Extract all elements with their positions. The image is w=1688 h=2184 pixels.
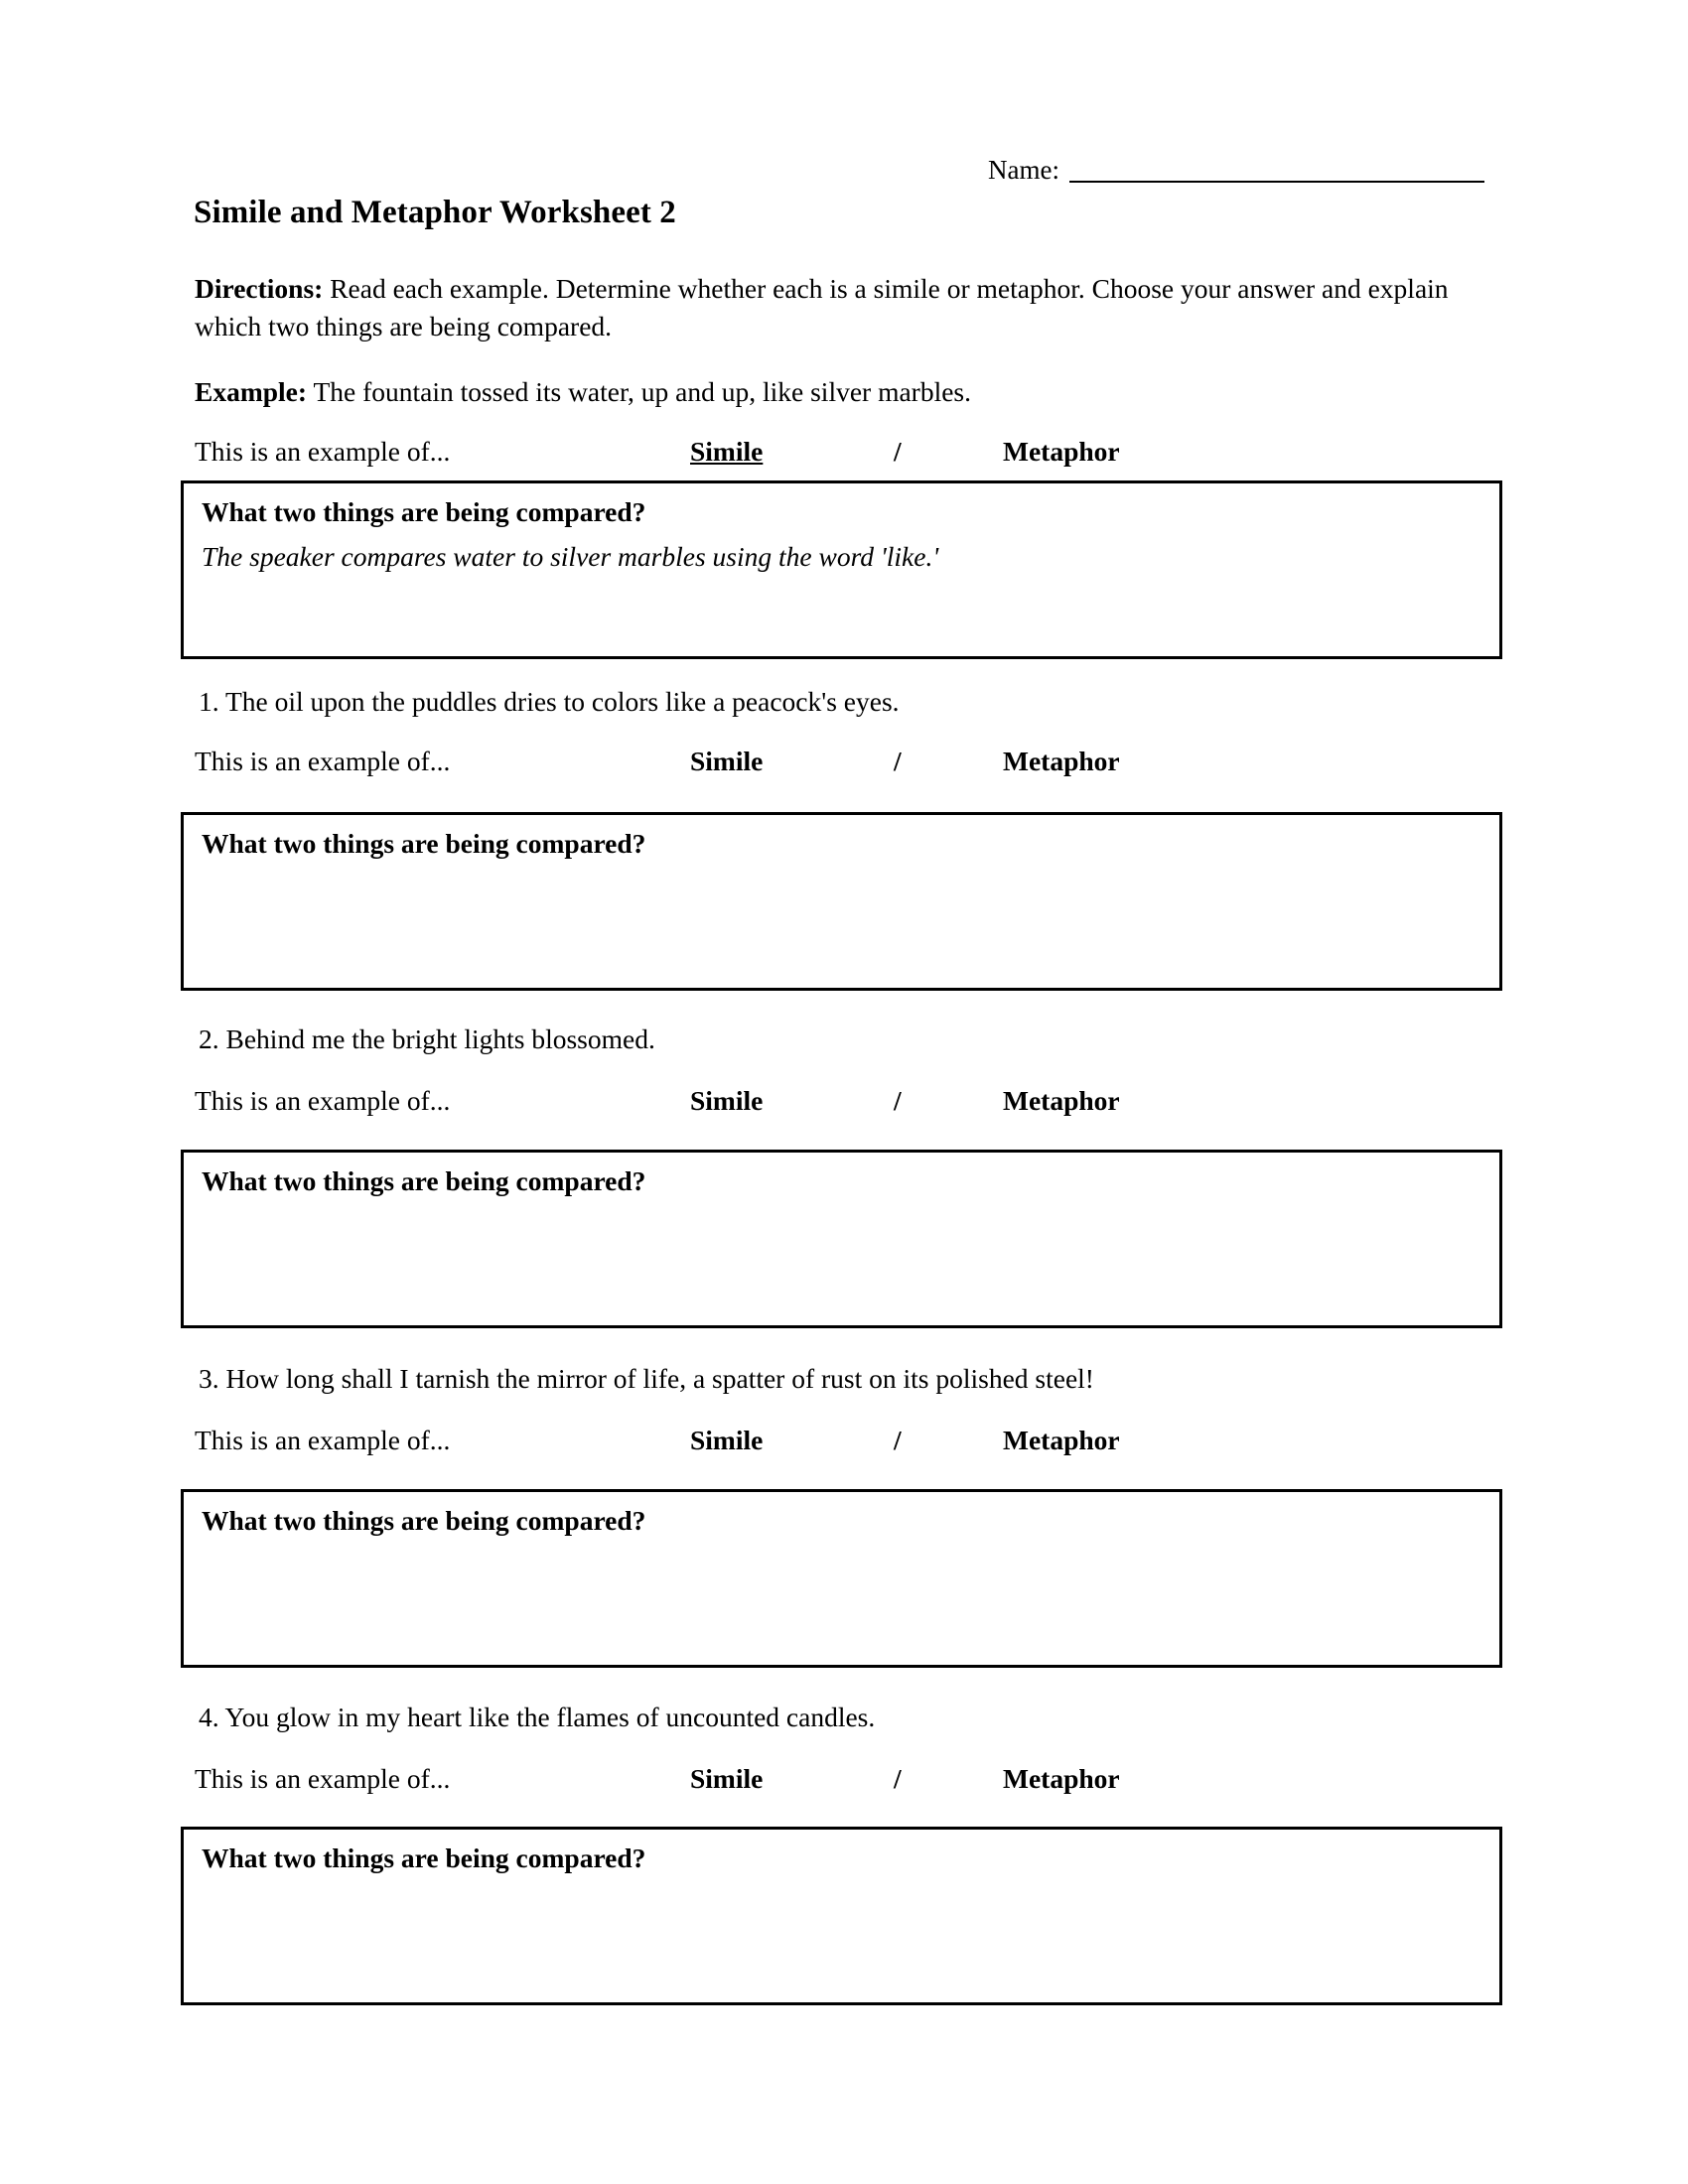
example-answer-text: The speaker compares water to silver marbles using the word 'like.' <box>202 541 939 572</box>
option-simile[interactable]: Simile <box>690 1425 764 1455</box>
question-number-4: 4. <box>199 1702 219 1732</box>
choice-stem: This is an example of... <box>195 1763 451 1794</box>
option-simile[interactable]: Simile <box>690 746 764 776</box>
choice-stem: This is an example of... <box>195 746 451 776</box>
option-separator: / <box>894 746 902 776</box>
choice-stem: This is an example of... <box>195 1425 451 1455</box>
answer-box-question: What two things are being compared? <box>202 1505 646 1536</box>
question-number-1: 1. <box>199 686 219 717</box>
question-prompt-3 <box>199 1362 1094 1395</box>
name-write-line[interactable] <box>1069 181 1484 183</box>
example-label: Example: <box>195 376 308 407</box>
option-separator: / <box>894 436 902 467</box>
question-prompt-4 <box>199 1701 875 1733</box>
question-text-4: You glow in my heart like the flames of uncounted candles. <box>218 1702 876 1732</box>
question-prompt-1 <box>199 685 900 718</box>
question-number-2: 2. <box>199 1024 219 1054</box>
name-label: Name: <box>988 155 1059 185</box>
question-text-1: The oil upon the puddles dries to colors like a peacock's eyes. <box>218 686 900 717</box>
directions-label: Directions: <box>195 273 324 304</box>
option-metaphor[interactable]: Metaphor <box>1003 436 1120 467</box>
choice-stem: This is an example of... <box>195 1085 451 1116</box>
option-metaphor[interactable]: Metaphor <box>1003 1763 1120 1794</box>
question-text-2: Behind me the bright lights blossomed. <box>218 1024 655 1054</box>
option-metaphor[interactable]: Metaphor <box>1003 1425 1120 1455</box>
directions-paragraph <box>195 270 1476 345</box>
example-answer-box[interactable] <box>181 480 1502 659</box>
choice-row-4 <box>195 1762 1386 1795</box>
example-choice-row <box>195 435 1386 468</box>
question-text-3: How long shall I tarnish the mirror of life, a spatter of rust on its polished steel! <box>218 1363 1094 1394</box>
answer-box-question: What two things are being compared? <box>202 496 646 527</box>
answer-box-question: What two things are being compared? <box>202 1165 646 1196</box>
answer-box-question: What two things are being compared? <box>202 1843 646 1873</box>
question-number-3: 3. <box>199 1363 219 1394</box>
choice-row-2 <box>195 1084 1386 1117</box>
answer-box-3[interactable] <box>181 1489 1502 1668</box>
option-simile[interactable]: Simile <box>690 1763 764 1794</box>
answer-box-2[interactable] <box>181 1150 1502 1328</box>
example-prompt <box>195 375 971 408</box>
option-simile[interactable]: Simile <box>690 1085 764 1116</box>
directions-text: Read each example. Determine whether each is a simile or metaphor. Choose your answer and explain which two things are being compared. <box>195 273 1449 341</box>
answer-box-4[interactable] <box>181 1827 1502 2005</box>
question-prompt-2 <box>199 1023 655 1055</box>
name-field-row <box>988 157 1484 186</box>
answer-box-question: What two things are being compared? <box>202 828 646 859</box>
option-separator: / <box>894 1763 902 1794</box>
option-metaphor[interactable]: Metaphor <box>1003 1085 1120 1116</box>
choice-stem: This is an example of... <box>195 436 451 467</box>
option-simile[interactable]: Simile <box>690 436 764 467</box>
choice-row-1 <box>195 745 1386 777</box>
option-separator: / <box>894 1425 902 1455</box>
choice-row-3 <box>195 1424 1386 1456</box>
answer-box-1[interactable] <box>181 812 1502 991</box>
option-separator: / <box>894 1085 902 1116</box>
page-title: Simile and Metaphor Worksheet 2 <box>194 195 676 230</box>
example-text: The fountain tossed its water, up and up, like silver marbles. <box>307 376 972 407</box>
option-metaphor[interactable]: Metaphor <box>1003 746 1120 776</box>
